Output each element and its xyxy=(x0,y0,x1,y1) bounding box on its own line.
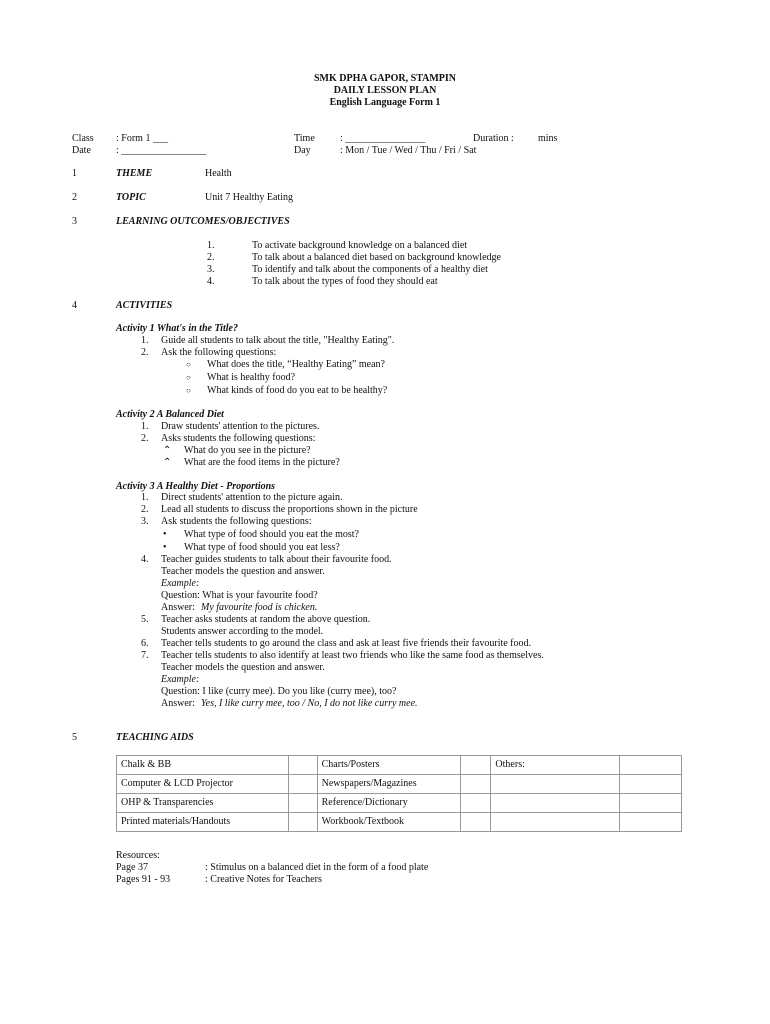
section-number: 5 xyxy=(72,732,77,743)
aid-checkbox[interactable] xyxy=(288,775,317,794)
caret-bullet-icon: ⌃ xyxy=(163,457,172,468)
example-answer: My favourite food is chicken. xyxy=(201,602,318,613)
class-value: : Form 1 ___ xyxy=(116,133,168,144)
aid-checkbox[interactable] xyxy=(288,756,317,775)
activity2-title: Activity 2 A Balanced Diet xyxy=(116,409,224,420)
topic-label: TOPIC xyxy=(116,192,146,203)
example-question: Question: What is your favourite food? xyxy=(161,590,318,601)
objective-number: 3. xyxy=(207,264,215,275)
school-name: SMK DPHA GAPOR, STAMPIN xyxy=(313,73,457,84)
aid-item xyxy=(491,775,620,794)
step-number: 2. xyxy=(141,504,149,515)
step-text: Teacher models the question and answer. xyxy=(161,662,325,673)
objective-text: To talk about a balanced diet based on background knowledge xyxy=(252,252,501,263)
step-text: Lead all students to discuss the proportions shown in the picture xyxy=(161,504,418,515)
section-number: 4 xyxy=(72,300,77,311)
date-label: Date xyxy=(72,145,91,156)
resource-page: Pages 91 - 93 xyxy=(116,874,171,885)
step-number: 2. xyxy=(141,433,149,444)
aid-item: Chalk & BB xyxy=(117,756,289,775)
objective-number: 4. xyxy=(207,276,215,287)
teaching-aids-table xyxy=(116,755,682,832)
example-label: Example: xyxy=(161,674,200,685)
step-text: Teacher tells students to also identify at least two friends who like the same food as themselves. xyxy=(161,650,544,661)
duration-unit: mins xyxy=(538,133,558,144)
activities-label: ACTIVITIES xyxy=(116,300,173,311)
step-number: 1. xyxy=(141,335,149,346)
caret-bullet-icon: ⌃ xyxy=(163,445,172,456)
table-row xyxy=(117,775,682,794)
aid-checkbox[interactable] xyxy=(620,794,682,813)
objective-text: To talk about the types of food they should eat xyxy=(252,276,438,287)
time-value: : ________________ xyxy=(340,133,426,144)
aid-item: Charts/Posters xyxy=(317,756,460,775)
objective-text: To activate background knowledge on a balanced diet xyxy=(252,240,468,251)
step-number: 5. xyxy=(141,614,149,625)
step-text: Asks students the following questions: xyxy=(161,433,316,444)
aid-checkbox[interactable] xyxy=(288,813,317,832)
step-text: Teacher guides students to talk about their favourite food. xyxy=(161,554,392,565)
activity3-title: Activity 3 A Healthy Diet - Proportions xyxy=(116,481,276,492)
step-number: 2. xyxy=(141,347,149,358)
step-number: 4. xyxy=(141,554,149,565)
plan-title: DAILY LESSON PLAN xyxy=(333,85,437,96)
teaching-aids-label: TEACHING AIDS xyxy=(116,732,194,743)
step-number: 7. xyxy=(141,650,149,661)
subject-title: English Language Form 1 xyxy=(329,97,441,108)
aid-item: Workbook/Textbook xyxy=(317,813,460,832)
question-text: What type of food should you eat the most? xyxy=(184,529,359,540)
aid-checkbox[interactable] xyxy=(620,775,682,794)
resource-desc: : Creative Notes for Teachers xyxy=(205,874,322,885)
step-text: Draw students' attention to the pictures. xyxy=(161,421,320,432)
example-question: Question: I like (curry mee). Do you like (curry mee), too? xyxy=(161,686,397,697)
time-label: Time xyxy=(294,133,315,144)
step-number: 6. xyxy=(141,638,149,649)
objective-number: 2. xyxy=(207,252,215,263)
step-text: Students answer according to the model. xyxy=(161,626,324,637)
step-text: Teacher tells students to go around the class and ask at least five friends their favourite food. xyxy=(161,638,532,649)
step-text: Ask the following questions: xyxy=(161,347,277,358)
table-row xyxy=(117,794,682,813)
aid-item: Reference/Dictionary xyxy=(317,794,460,813)
aid-item: Newspapers/Magazines xyxy=(317,775,460,794)
aid-checkbox[interactable] xyxy=(620,813,682,832)
resource-page: Page 37 xyxy=(116,862,148,873)
table-row xyxy=(117,756,682,775)
aid-checkbox[interactable] xyxy=(288,794,317,813)
objective-text: To identify and talk about the components of a healthy diet xyxy=(252,264,488,275)
question-text: What is healthy food? xyxy=(207,372,296,383)
date-value: : _________________ xyxy=(116,145,207,156)
step-text: Teacher models the question and answer. xyxy=(161,566,325,577)
aid-checkbox[interactable] xyxy=(460,775,491,794)
aid-item: Computer & LCD Projector xyxy=(117,775,289,794)
aid-item: Others: xyxy=(491,756,620,775)
step-text: Teacher asks students at random the above question. xyxy=(161,614,371,625)
day-label: Day xyxy=(294,145,311,156)
topic-value: Unit 7 Healthy Eating xyxy=(205,192,294,203)
question-text: What type of food should you eat less? xyxy=(184,542,340,553)
circle-bullet-icon: ○ xyxy=(186,373,191,382)
question-text: What kinds of food do you eat to be healthy? xyxy=(207,385,388,396)
table-row xyxy=(117,813,682,832)
theme-value: Health xyxy=(205,168,232,179)
aid-checkbox[interactable] xyxy=(460,813,491,832)
circle-bullet-icon: ○ xyxy=(186,360,191,369)
dot-bullet-icon: • xyxy=(163,529,167,540)
example-answer-label: Answer: xyxy=(161,698,195,709)
resources-label: Resources: xyxy=(116,850,160,861)
objectives-label: LEARNING OUTCOMES/OBJECTIVES xyxy=(116,216,290,227)
duration-label: Duration : xyxy=(473,133,514,144)
dot-bullet-icon: • xyxy=(163,542,167,553)
aid-item: Printed materials/Handouts xyxy=(117,813,289,832)
question-text: What do you see in the picture? xyxy=(184,445,311,456)
section-number: 3 xyxy=(72,216,77,227)
example-label: Example: xyxy=(161,578,200,589)
question-text: What are the food items in the picture? xyxy=(184,457,340,468)
aid-checkbox[interactable] xyxy=(460,756,491,775)
section-number: 1 xyxy=(72,168,77,179)
step-number: 3. xyxy=(141,516,149,527)
step-text: Guide all students to talk about the title, "Healthy Eating". xyxy=(161,335,395,346)
step-number: 1. xyxy=(141,492,149,503)
aid-item xyxy=(491,813,620,832)
example-answer: Yes, I like curry mee, too / No, I do not like curry mee. xyxy=(201,698,418,709)
step-number: 1. xyxy=(141,421,149,432)
objective-number: 1. xyxy=(207,240,215,251)
step-text: Ask students the following questions: xyxy=(161,516,312,527)
theme-label: THEME xyxy=(116,168,153,179)
circle-bullet-icon: ○ xyxy=(186,386,191,395)
aid-item: OHP & Transparencies xyxy=(117,794,289,813)
resource-desc: : Stimulus on a balanced diet in the form of a food plate xyxy=(205,862,429,873)
question-text: What does the title, “Healthy Eating” mean? xyxy=(207,359,385,370)
step-text: Direct students' attention to the picture again. xyxy=(161,492,343,503)
class-label: Class xyxy=(72,133,94,144)
aid-checkbox[interactable] xyxy=(460,794,491,813)
example-answer-label: Answer: xyxy=(161,602,195,613)
aid-item xyxy=(491,794,620,813)
aid-checkbox[interactable] xyxy=(620,756,682,775)
section-number: 2 xyxy=(72,192,77,203)
activity1-title: Activity 1 What's in the Title? xyxy=(116,323,238,334)
day-value: : Mon / Tue / Wed / Thu / Fri / Sat xyxy=(340,145,477,156)
